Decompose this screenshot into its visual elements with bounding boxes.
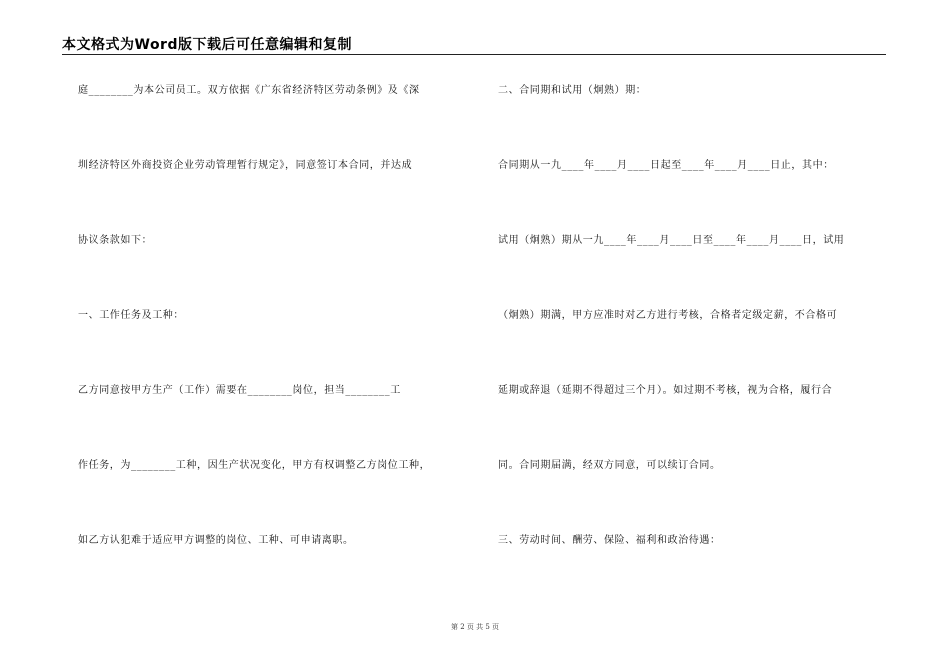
- section-heading: 三、劳动时间、酬劳、保险、福利和政治待遇：: [498, 535, 721, 546]
- paragraph-line: 庭________为本公司员工。双方依据《广东省经济特区劳动条例》及《深: [78, 85, 420, 96]
- page-number: 第 2 页 共 5 页: [450, 623, 500, 631]
- paragraph-line: 圳经济特区外商投资企业劳动管理暂行规定》，同意签订本合同，并达成: [78, 160, 413, 171]
- paragraph-line: 同。合同期届满，经双方同意，可以续订合同。: [498, 460, 721, 471]
- paragraph-line: 乙方同意按甲方生产（工作）需要在________岗位，担当________工: [78, 385, 401, 396]
- paragraph-line: 如乙方认犯难于适应甲方调整的岗位、工种、可申请离职。: [78, 535, 354, 546]
- paragraph-line: 延期或辞退（延期不得超过三个月）。如过期不考核，视为合格，履行合: [498, 385, 833, 396]
- paragraph-line: 作任务，为________工种，因生产状况变化，甲方有权调整乙方岗位工种，: [78, 460, 431, 471]
- header-title: 本文格式为Word版下载后可任意编辑和复制: [62, 37, 352, 53]
- paragraph-line: 合同期从一九____年____月____日起至____年____月____日止，其中：: [498, 160, 834, 171]
- document-header: [62, 34, 886, 55]
- section-heading: 二、合同期和试用（炯熟）期：: [498, 85, 647, 96]
- section-heading: 一、工作任务及工种：: [78, 310, 184, 321]
- paragraph-line: 协议条款如下：: [78, 235, 153, 246]
- paragraph-line: 试用（炯熟）期从一九____年____月____日至____年____月____日，试用: [498, 235, 845, 246]
- paragraph-line: （炯熟）期满，甲方应准时对乙方进行考核，合格者定级定薪，不合格可: [498, 310, 838, 321]
